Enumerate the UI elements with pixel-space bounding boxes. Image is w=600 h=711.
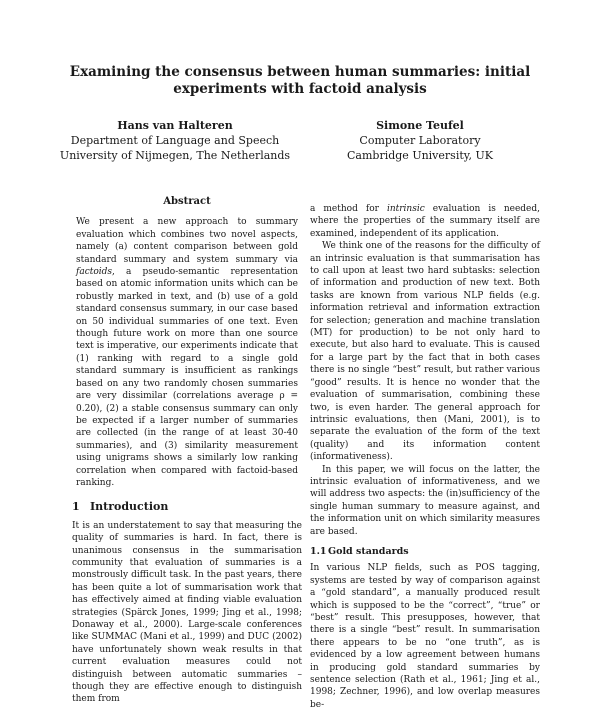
section-number: 1	[72, 500, 80, 514]
author-affiliation: University of Nijmegen, The Netherlands	[59, 149, 291, 162]
right-column	[310, 203, 540, 711]
subsection-heading	[310, 546, 540, 558]
left-column	[72, 196, 302, 706]
body-text-part: evaluation is needed, where the properties of the summary itself are examined, independent of its application.	[310, 204, 540, 239]
paper-title: Examining the consensus between human summaries: initial experiments with factoid analysis	[69, 64, 531, 97]
body-paragraph: In this paper, we will focus on the latter, the intrinsic evaluation of informativeness, and we will address two aspects: the (in)sufficiency of the single human summary to measure against, and the information unit on which similarity measures are based.	[310, 464, 540, 537]
author-affiliation: Cambridge University, UK	[347, 149, 493, 162]
subsection-number: 1.1	[310, 545, 327, 557]
author-affiliation: Department of Language and Speech	[70, 134, 280, 147]
author-name: Simone Teufel	[376, 119, 464, 132]
abstract-emphasis: factoids	[76, 267, 113, 278]
abstract-text-part: , a pseudo-semantic representation based on atomic information units which can be robustly marked in text, and (b) use of a gold standard consensus summary, in our case based on 50 individual summaries of one text. Even though future work on more than one source text is imperative, our experiments indicate that (1) ranking with regard to a single gold standard summary is insufficient as rankings based on any two randomly chosen summaries are very dissimilar (correlations average ρ = 0.20), (2) a stable consensus summary can only be expected if a larger number of summaries are collected (in the range of at least 30-40 summaries), and (3) similarity measurement using unigrams shows a similarly low ranking correlation when compared with factoid-based ranking.	[76, 267, 298, 488]
section-heading	[72, 501, 302, 513]
abstract-heading: Abstract	[163, 196, 211, 207]
body-paragraph: We think one of the reasons for the difficulty of an intrinsic evaluation is that summarisation has to call upon at least two hard subtasks: selection of information and production of new text. Both tasks are known from various NLP fields (e.g. information retrieval and information extraction for selection; generation and machine translation (MT) for production) to be not only hard to execute, but also hard to evaluate. This is caused for a large part by the fact that in both cases there is no single “best” result, but rather various “good” results. It is hence no wonder that the evaluation of summarisation, combining these two, is even harder. The general approach for intrinsic evaluations, then (Mani, 2001), is to separate the evaluation of the form of the text (quality) and its information content (informativeness).	[310, 241, 540, 463]
author-block-2	[300, 118, 540, 163]
section-title: Introduction	[90, 500, 169, 514]
body-emphasis: intrinsic	[386, 204, 425, 214]
author-affiliation: Computer Laboratory	[359, 134, 481, 147]
abstract-text	[72, 216, 302, 489]
body-paragraph: In various NLP fields, such as POS tagging, systems are tested by way of comparison against a “gold standard”, a manually produced result which is supposed to be the “correct”, “true” or “best” result. This presupposes, however, that there is a single “best” result. In summarisation there appears to be no “one truth”, as is evidenced by a low agreement between humans in producing gold standard summaries by sentence selection (Rath et al., 1961; Jing et al., 1998; Zechner, 1996), and low overlap measures be-	[310, 563, 540, 710]
body-text-part: a method for	[310, 204, 387, 214]
body-paragraph	[310, 203, 540, 240]
body-paragraph: It is an understatement to say that measuring the quality of summaries is hard. In fact, there is unanimous consensus in the summarisation community that evaluation of summaries is a monstrously difficult task. In the past years, there has been quite a lot of summarisation work that has effectively aimed at finding viable evaluation strategies (Spärck Jones, 1999; Jing et al., 1998; Donaway et al., 2000). Large-scale conferences like SUMMAC (Mani et al., 1999) and DUC (2002) have unfortunately shown weak results in that current evaluation measures could not distinguish between automatic summaries – though they are effective enough to distinguish them from	[72, 520, 302, 705]
abstract-text-part: We present a new approach to summary evaluation which combines two novel aspects, namely (a) content comparison between gold standard summary and system summary via	[76, 217, 298, 265]
author-block-1	[55, 118, 295, 163]
author-name: Hans van Halteren	[117, 119, 233, 132]
subsection-title: Gold standards	[328, 545, 409, 557]
